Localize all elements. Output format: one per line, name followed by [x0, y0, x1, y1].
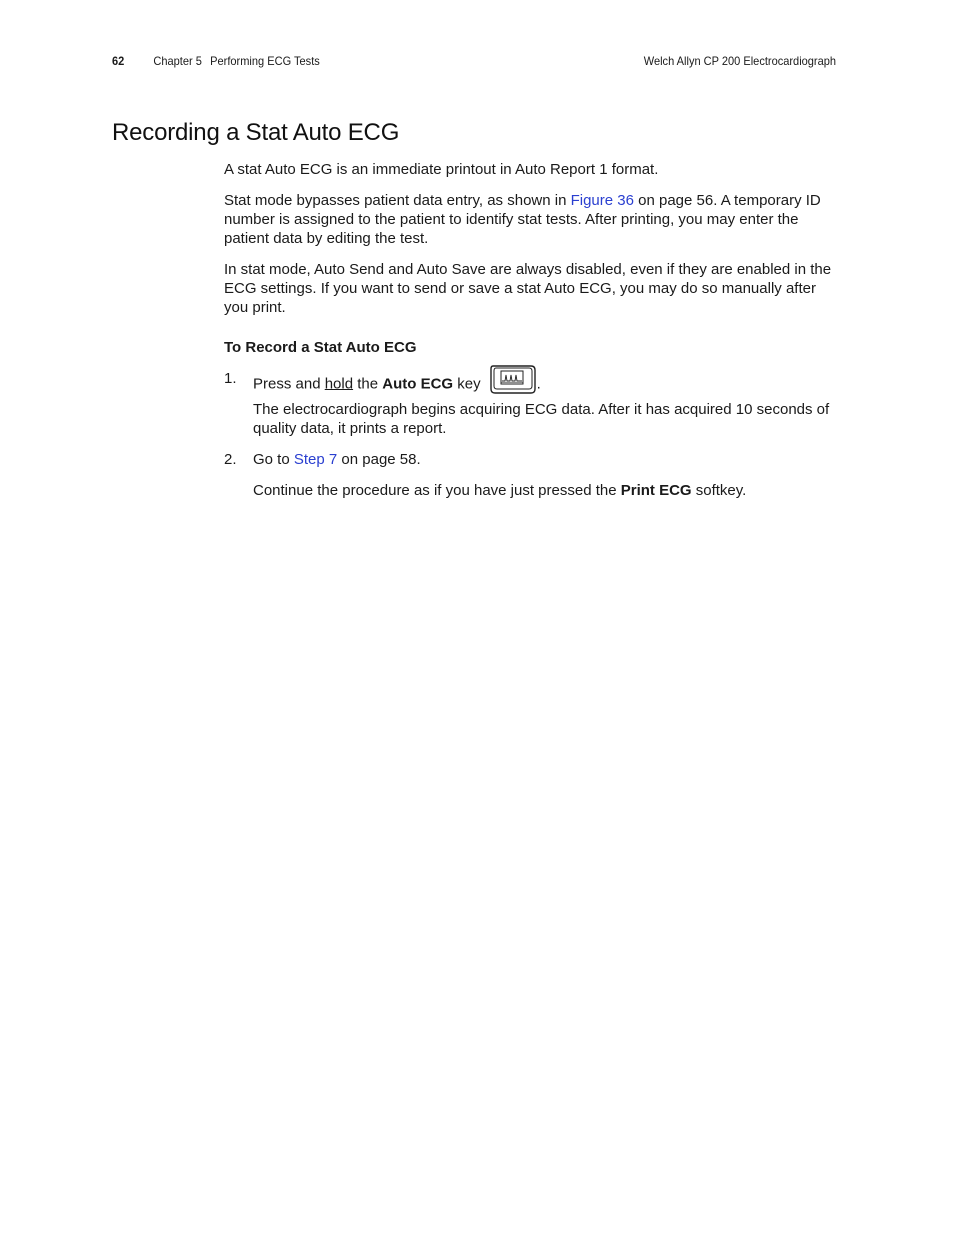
- step-1-text-a: Press and: [253, 375, 325, 393]
- intro-paragraph: A stat Auto ECG is an immediate printout in Auto Report 1 format.: [224, 161, 659, 178]
- step-2-result: [253, 481, 843, 500]
- step-1-period: .: [536, 375, 541, 393]
- step-2-text-a: Go to: [253, 451, 294, 468]
- step-2-result-text-b: softkey.: [691, 482, 747, 499]
- page-header: [112, 52, 837, 70]
- step-1-text-b: the: [353, 375, 383, 393]
- auto-send-paragraph: In stat mode, Auto Send and Auto Save are always disabled, even if they are enabled in the ECG settings. If you want to send or save a stat Auto ECG, you may do so manually after you print.: [224, 261, 832, 316]
- page-number: 62: [112, 54, 125, 68]
- step-1-text-c: key: [453, 375, 481, 393]
- stat-mode-paragraph: [224, 191, 844, 248]
- step-1-result: The electrocardiograph begins acquiring ECG data. After it has acquired 10 seconds of quality data, it prints a report.: [253, 401, 830, 437]
- step-text: [253, 450, 843, 469]
- chapter-info: [153, 52, 319, 70]
- chapter-title: Performing ECG Tests: [210, 54, 320, 68]
- figure-36-link[interactable]: Figure 36: [570, 192, 634, 209]
- para2-text-after: on page 56. A temporary ID number is assigned to the patient to identify stat tests. After printing, you may enter the patient data by editing the test.: [224, 192, 821, 247]
- auto-ecg-key-name: Auto ECG: [382, 375, 454, 393]
- procedure-title: To Record a Stat Auto ECG: [224, 339, 417, 356]
- step-7-link[interactable]: Step 7: [293, 451, 338, 468]
- step-text: [253, 369, 843, 400]
- hold-emphasis: hold: [324, 375, 354, 393]
- step-2-text-b: on page 58.: [337, 451, 421, 468]
- chapter-label: Chapter 5: [153, 54, 202, 68]
- step-number: 2.: [224, 451, 237, 468]
- auto-ecg-key-icon: [489, 363, 537, 400]
- step-number: 1.: [224, 370, 237, 387]
- para2-text-before: Stat mode bypasses patient data entry, as shown in: [224, 192, 571, 209]
- product-name: Welch Allyn CP 200 Electrocardiograph: [643, 54, 837, 68]
- section-title: Recording a Stat Auto ECG: [112, 119, 400, 146]
- print-ecg-softkey-name: Print ECG: [620, 482, 692, 499]
- step-2-result-text-a: Continue the procedure as if you have just pressed the: [253, 482, 621, 499]
